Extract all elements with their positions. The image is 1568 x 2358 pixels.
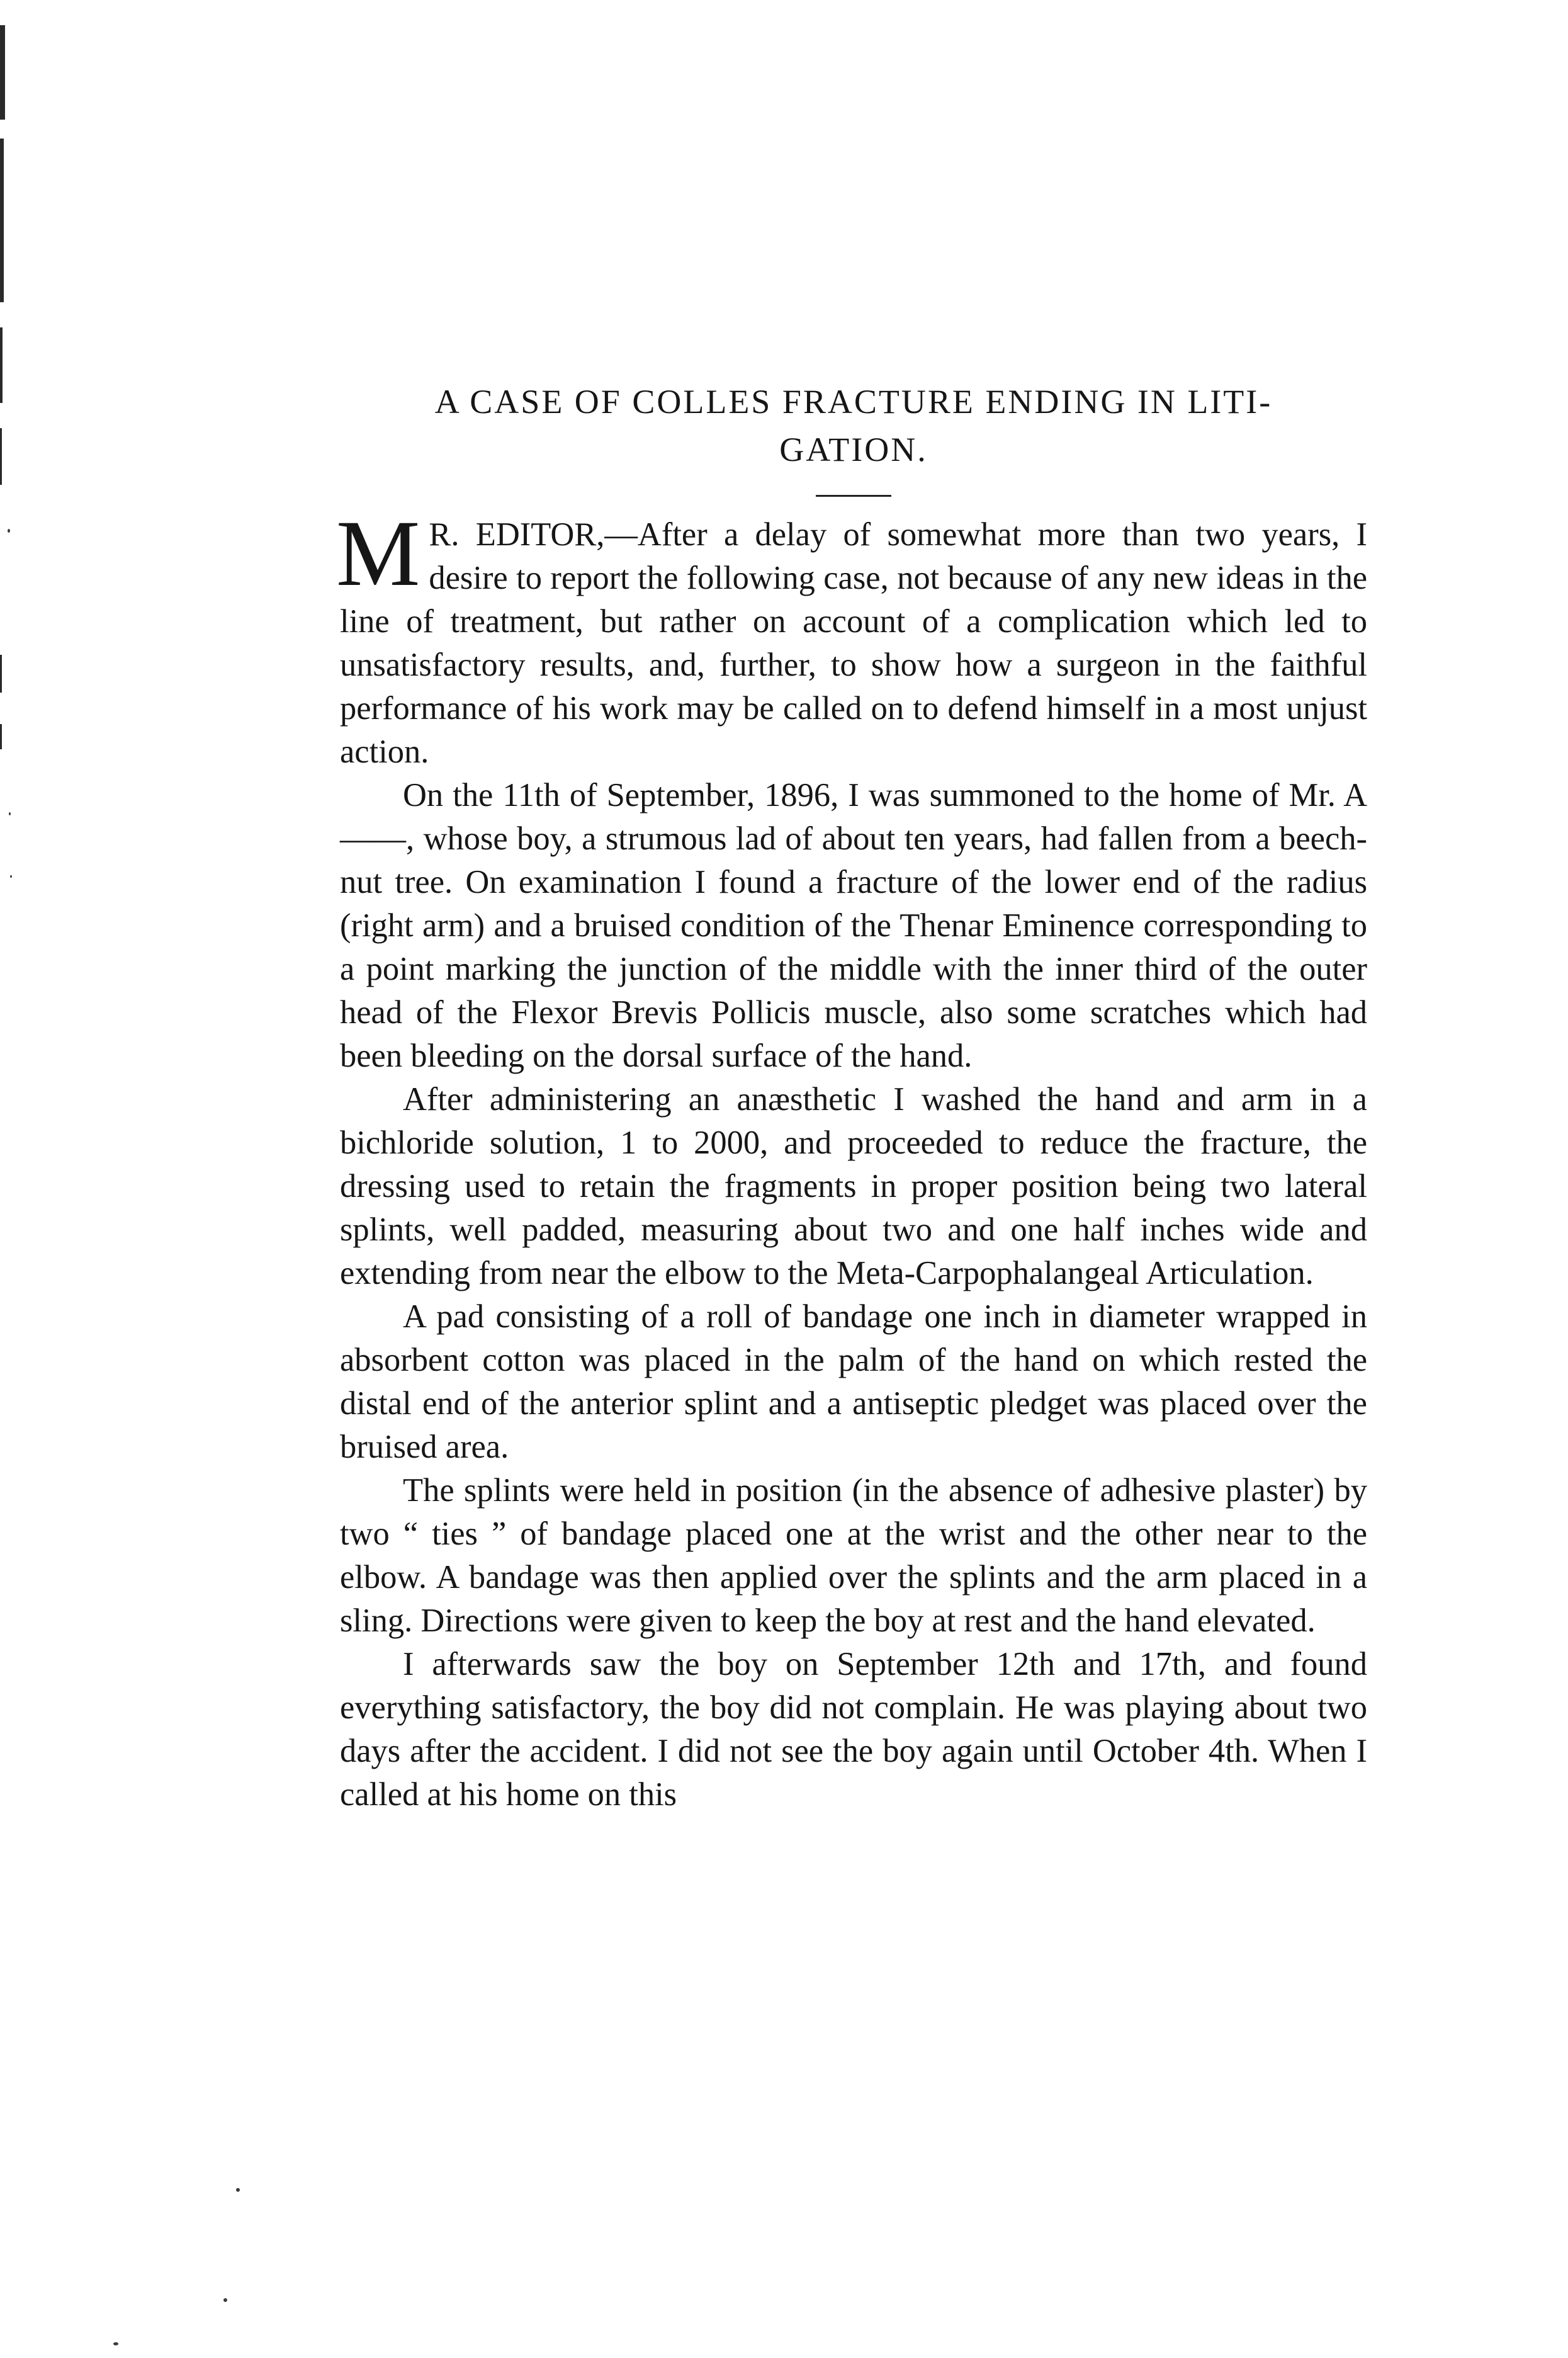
scan-speck: [8, 529, 10, 533]
scan-edge-mark: [0, 655, 2, 693]
paragraph-1-text: R. EDITOR,—After a delay of somewhat more than two years, I desire to report the following case, not because of any new ideas in the line of treatment, but rather on account of a complication which led to unsatisfactory results, and, further, to show how a surgeon in the faithful performance of his work may be called on to defend himself in a most unjust action.: [340, 516, 1367, 770]
scan-edge-mark: [0, 25, 5, 120]
scan-edge-mark: [0, 327, 3, 403]
scan-speck: [223, 2298, 227, 2302]
scan-speck: [10, 875, 12, 878]
scan-edge-mark: [0, 428, 2, 485]
paragraph-2: On the 11th of September, 1896, I was summoned to the home of Mr. A——, whose boy, a strumous lad of about ten years, had fallen from a beech-nut tree. On examination I found a fracture of the lower end of the radius (right arm) and a bruised condition of the Thenar Eminence corresponding to a point marking the junction of the middle with the inner third of the outer head of the Flexor Brevis Pollicis muscle, also some scratches which had been bleeding on the dorsal surface of the hand.: [340, 777, 1367, 1074]
paragraph-3: After administering an anæsthetic I washed the hand and arm in a bichloride solution, 1 to 2000, and proceeded to reduce the fracture, the dressing used to retain the fragments in proper position being two lateral splints, well padded, measuring about two and one half inches wide and extending from near the elbow to the Meta-Carpophalangeal Articulation.: [340, 1081, 1367, 1291]
paragraph-4: A pad consisting of a roll of bandage one inch in diameter wrapped in absorbent cotton was placed in the palm of the hand on which rested the distal end of the anterior splint and a antiseptic pledget was placed over the bruised area.: [340, 1298, 1367, 1465]
scan-speck: [236, 2188, 240, 2192]
scan-edge-mark: [0, 724, 2, 749]
paragraph-5: The splints were held in position (in the absence of adhesive plaster) by two “ ties ” of bandage placed one at the wrist and the other near to the elbow. A bandage was then applied over the splints and the arm placed in a sling. Directions were given to keep the boy at rest and the hand elevated.: [340, 1472, 1367, 1639]
title-divider: [816, 495, 891, 497]
drop-cap: M: [336, 501, 420, 606]
paragraph-1: [336, 501, 1367, 774]
article-title: [340, 378, 1367, 473]
article: [336, 378, 1367, 1817]
paragraph-6: I afterwards saw the boy on September 12th and 17th, and found everything satisfactory, the boy did not complain. He was playing about two days after the accident. I did not see the boy again until October 4th. When I called at his home on this: [340, 1646, 1367, 1813]
scan-edge-mark: [0, 139, 4, 302]
article-body: [336, 501, 1367, 1817]
scan-speck: [113, 2342, 118, 2345]
title-line-1: A CASE OF COLLES FRACTURE ENDING IN LITI-: [434, 383, 1273, 421]
scan-speck: [9, 812, 11, 815]
title-line-2: GATION.: [779, 431, 928, 468]
